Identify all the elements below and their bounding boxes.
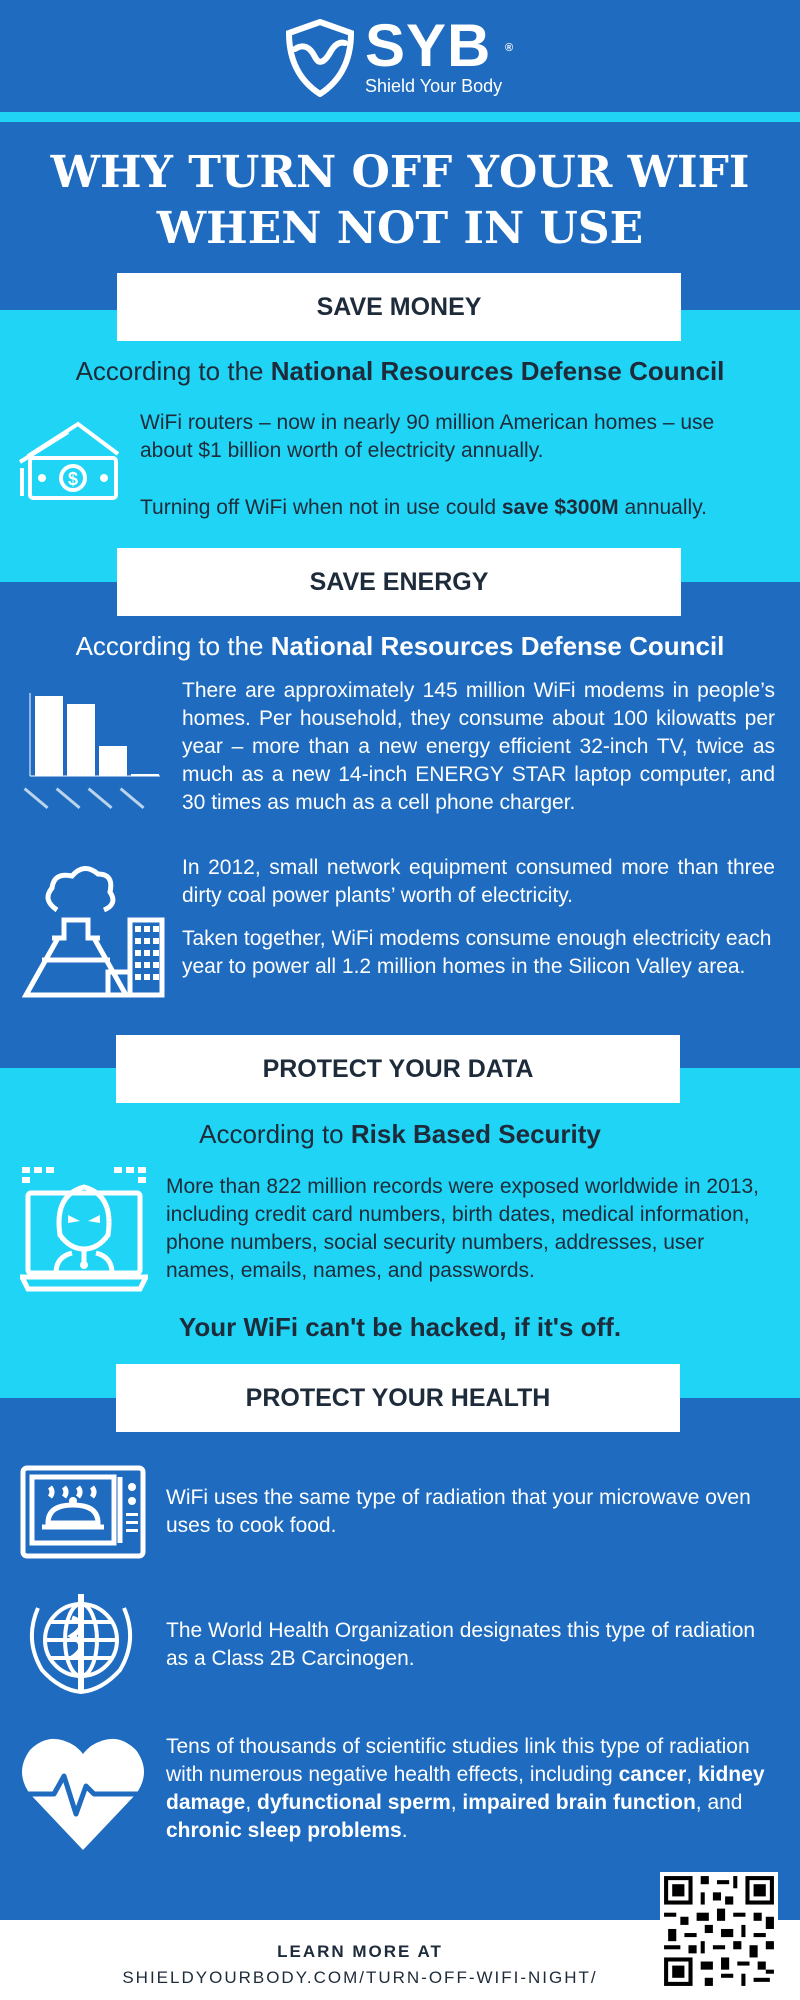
power-plant-icon: [22, 860, 167, 1000]
shield-logo-icon: [285, 19, 355, 97]
source-name: National Resources Defense Council: [270, 631, 725, 661]
brand-name: SYB ®: [365, 12, 515, 79]
registered-mark: ®: [505, 42, 515, 54]
source-prefix: According to: [199, 1119, 344, 1149]
protect-health-para1: WiFi uses the same type of radiation that your microwave oven uses to cook food.: [166, 1486, 751, 1537]
header-stripe: [0, 112, 800, 122]
source-name: National Resources Defense Council: [270, 356, 725, 386]
page-title: [0, 145, 800, 257]
qr-code-icon[interactable]: [660, 1872, 778, 1990]
save-money-source: [0, 356, 800, 387]
save-energy-para1: There are approximately 145 million WiFi modems in people’s homes. Per household, they consume about 100 kilowatts per year – more than a new energy efficient 32-inch TV, twice as much as a new 14-inch ENERGY STAR laptop computer, and 30 times as much as a cell phone charger.: [182, 679, 775, 814]
save-money-para1: WiFi routers – now in nearly 90 million American homes – use about $1 billion worth of electricity annually.: [140, 411, 715, 462]
protect-health-heading: PROTECT YOUR HEALTH: [116, 1364, 680, 1432]
protect-health-para3: Tens of thousands of scientific studies link this type of radiation with numerous negative health effects, including cancer, kidney damage, dyfunctional sperm, impaired brain function, and chronic sleep problems.: [166, 1735, 765, 1842]
microwave-icon: [20, 1465, 146, 1559]
brand-tagline: Shield Your Body: [365, 76, 503, 96]
source-prefix: According to the: [75, 631, 264, 661]
svg-text:$: $: [67, 469, 79, 489]
protect-health-para2: The World Health Organization designates this type of radiation as a Class 2B Carcinogen.: [166, 1619, 756, 1670]
footer-url[interactable]: SHIELDYOURBODY.COM/TURN-OFF-WIFI-NIGHT/: [122, 1968, 598, 1987]
page-title-line1: WHY TURN OFF YOUR WIFI: [50, 147, 750, 198]
bar-chart-icon: [20, 688, 160, 823]
protect-data-source: [0, 1119, 800, 1150]
protect-data-para1: More than 822 million records were exposed worldwide in 2013, including credit card numbers, birth dates, medical information, phone numbers, social security numbers, addresses, user names, emails, names, and passwords.: [166, 1175, 759, 1282]
footer-label: LEARN MORE AT: [277, 1942, 443, 1961]
source-prefix: According to the: [75, 356, 264, 386]
money-icon: [18, 418, 123, 503]
page-title-line2: WHEN NOT IN USE: [156, 203, 644, 254]
save-energy-para2: In 2012, small network equipment consumed more than three dirty coal power plants’ worth of electricity.: [182, 856, 775, 907]
hacker-laptop-icon: [20, 1165, 148, 1293]
save-energy-source: [0, 631, 800, 662]
save-energy-heading: SAVE ENERGY: [117, 548, 681, 616]
savings-amount: save $300M: [501, 496, 619, 519]
save-energy-para3: Taken together, WiFi modems consume enough electricity each year to power all 1.2 million homes in the Silicon Valley area.: [182, 927, 772, 978]
brand-logo[interactable]: [285, 12, 515, 97]
source-name: Risk Based Security: [350, 1119, 601, 1149]
protect-data-tagline: Your WiFi can't be hacked, if it's off.: [178, 1312, 622, 1342]
save-money-heading: SAVE MONEY: [117, 273, 681, 341]
protect-data-heading: PROTECT YOUR DATA: [116, 1035, 680, 1103]
header: [0, 0, 800, 112]
heartbeat-icon: [20, 1732, 146, 1852]
who-emblem-icon: [20, 1588, 142, 1698]
save-money-para2: Turning off WiFi when not in use could save $300M annually.: [140, 496, 707, 519]
